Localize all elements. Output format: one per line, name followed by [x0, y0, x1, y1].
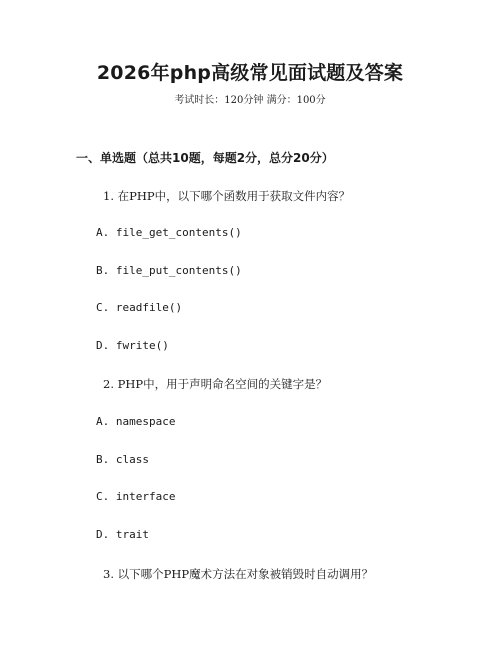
exam-info: 考试时长：120分钟 满分：100分 [174, 95, 326, 106]
question-1-option-c: C. readfile() [96, 301, 183, 314]
question-2-option-c: C. interface [96, 490, 176, 503]
question-2: 2. PHP中，用于声明命名空间的关键字是？ [103, 377, 328, 391]
document-title: 2026年php高级常见面试题及答案 [96, 62, 404, 84]
question-3: 3. 以下哪个PHP魔术方法在对象被销毁时自动调用？ [103, 567, 374, 581]
question-1-option-d: D. fwrite() [96, 339, 169, 352]
question-2-option-b: B. class [96, 453, 149, 466]
question-1: 1. 在PHP中，以下哪个函数用于获取文件内容？ [103, 189, 351, 203]
question-1-option-a: A. file_get_contents() [96, 226, 242, 239]
question-2-option-d: D. trait [96, 528, 149, 541]
question-1-option-b: B. file_put_contents() [96, 264, 242, 277]
section-heading: 一、单选题（总共10题，每题2分，总分20分） [76, 151, 334, 165]
question-2-option-a: A. namespace [96, 415, 176, 428]
